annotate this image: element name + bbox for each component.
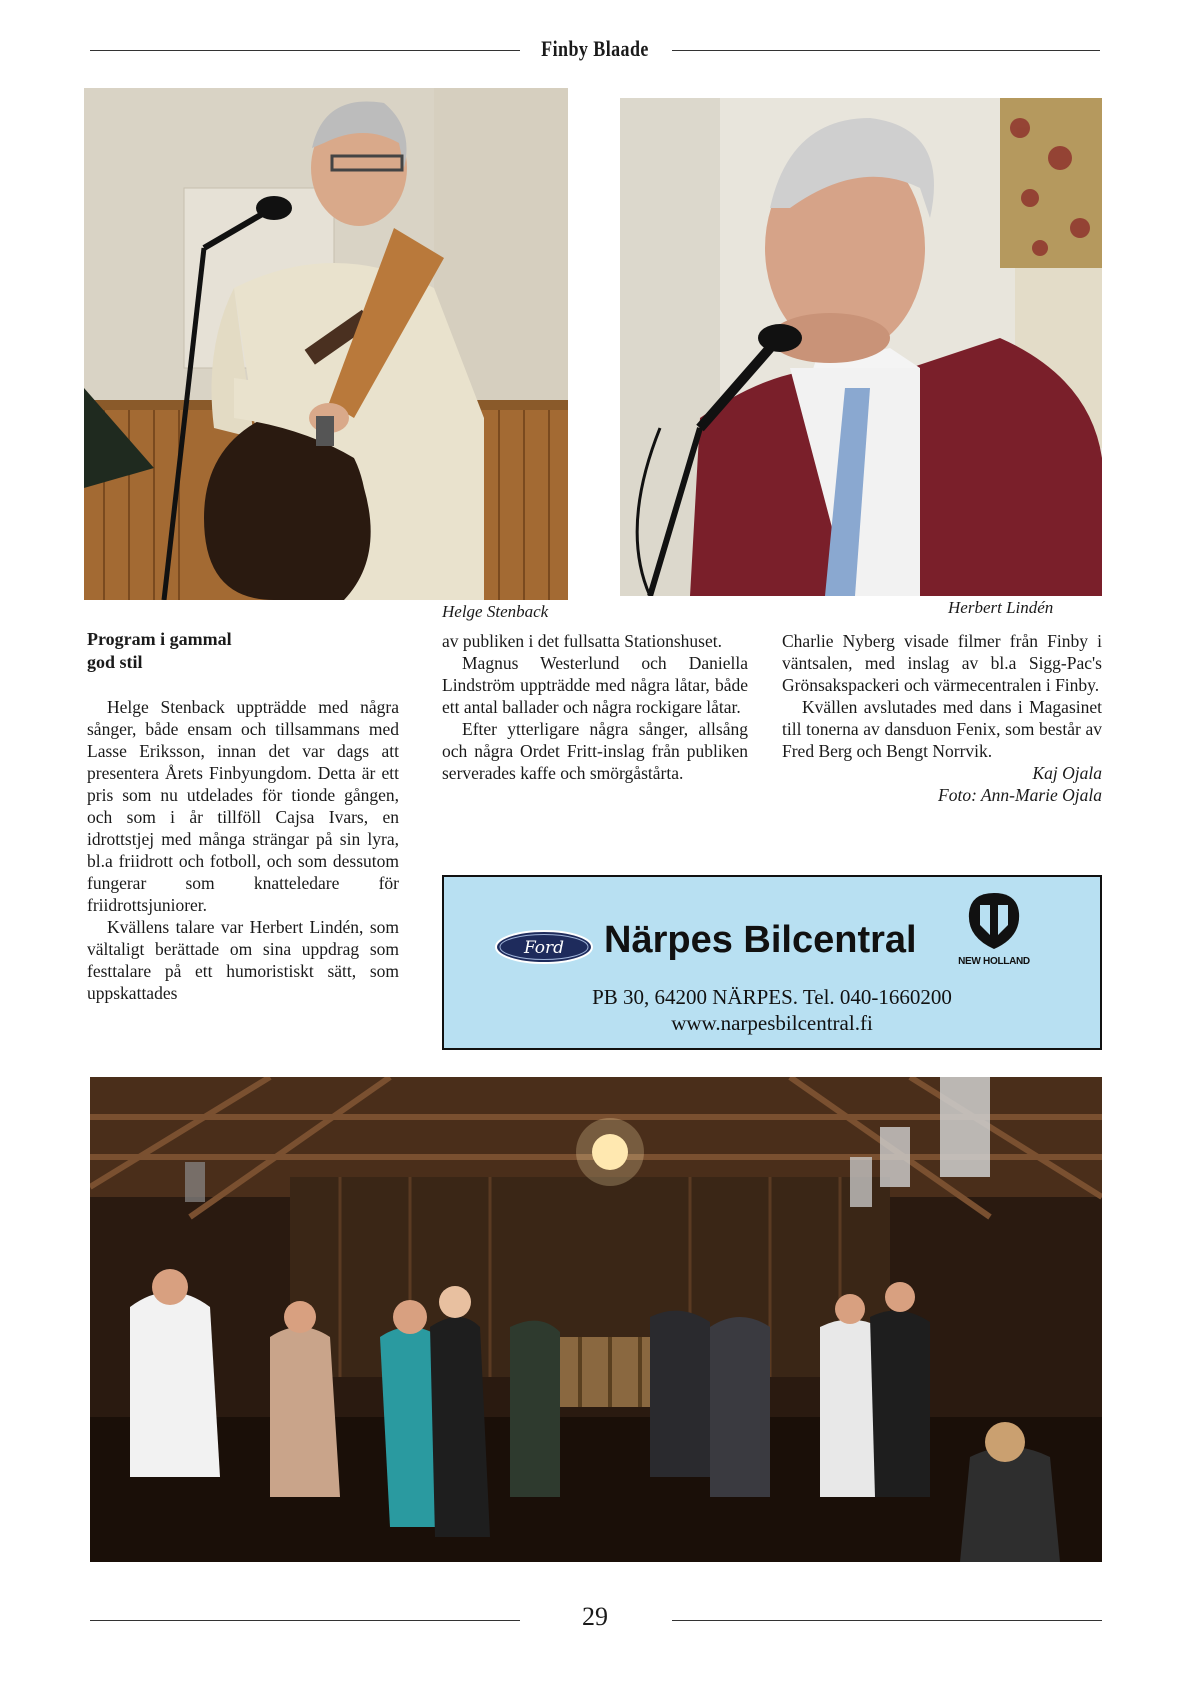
ford-logo-text: Ford — [523, 938, 565, 958]
new-holland-logo — [954, 891, 1034, 977]
footer-rule-right — [672, 1620, 1102, 1621]
article-paragraph: Helge Stenback uppträdde med några sånger, både ensam och tillsammans med Lasse Eriksson, innan det var dags att presentera Årets Finbyungdom. Detta är ett pris som nu utdelades för tionde gången, och som i år tillföll Cajsa Ivars, en idrottstjej med många strängar på sin lyra, bl.a friidrott och fotboll, och som dessutom fungerar som knatteledare för friidrottsjuniorer. — [87, 697, 399, 915]
article-column-3 — [782, 630, 1102, 806]
ford-logo — [494, 929, 594, 965]
article-heading — [87, 628, 287, 674]
article-column-2 — [442, 630, 748, 784]
article-paragraph: Kvällens talare var Herbert Lindén, som vältaligt berättade om sina uppdrag som festtalare på ett humoristiskt sätt, som uppskattades — [87, 917, 399, 1003]
page-header-title: Finby Blaade — [541, 36, 649, 61]
article-column-1 — [87, 696, 399, 1004]
article-paragraph: av publiken i det fullsatta Stationshuset. — [442, 631, 722, 651]
article-paragraph: Efter ytterligare några sånger, allsång och några Ordet Fritt-inslag från publiken serverades kaffe och smörgåstårta. — [442, 719, 748, 783]
article-paragraph: Charlie Nyberg visade filmer från Finby i väntsalen, med inslag av bl.a Sigg-Pac's Grönsakspackeri och värmecentralen i Finby. — [782, 631, 1102, 695]
caption-herbert-linden: Herbert Lindén — [948, 598, 1054, 617]
ad-brand-name: Närpes Bilcentral — [604, 919, 917, 961]
new-holland-label: NEW HOLLAND — [958, 956, 1030, 967]
article-author: Kaj Ojala — [1032, 763, 1102, 783]
caption-helge-stenback: Helge Stenback — [442, 602, 549, 621]
photo-credit: Foto: Ann-Marie Ojala — [938, 785, 1102, 805]
ad-website[interactable]: www.narpesbilcentral.fi — [671, 1011, 873, 1035]
article-paragraph: Magnus Westerlund och Daniella Lindström uppträdde med några låtar, både ett antal ballader och några rockigare låtar. — [442, 653, 748, 717]
article-heading-line1: Program i gammal — [87, 629, 232, 649]
ad-address: PB 30, 64200 NÄRPES. Tel. 040-1660200 — [592, 985, 952, 1009]
photo-herbert-linden — [620, 98, 1102, 596]
page-number: 29 — [582, 1602, 608, 1631]
article-heading-line2: god stil — [87, 652, 143, 672]
header-rule-right — [672, 50, 1100, 51]
article-paragraph: Kvällen avslutades med dans i Magasinet till tonerna av dansduon Fenix, som består av Fred Berg och Bengt Norrvik. — [782, 697, 1102, 761]
advertisement-narpes-bilcentral — [442, 875, 1102, 1050]
photo-dance-hall — [90, 1077, 1102, 1562]
new-holland-leaf-icon — [965, 891, 1023, 951]
photo-helge-stenback — [84, 88, 568, 600]
